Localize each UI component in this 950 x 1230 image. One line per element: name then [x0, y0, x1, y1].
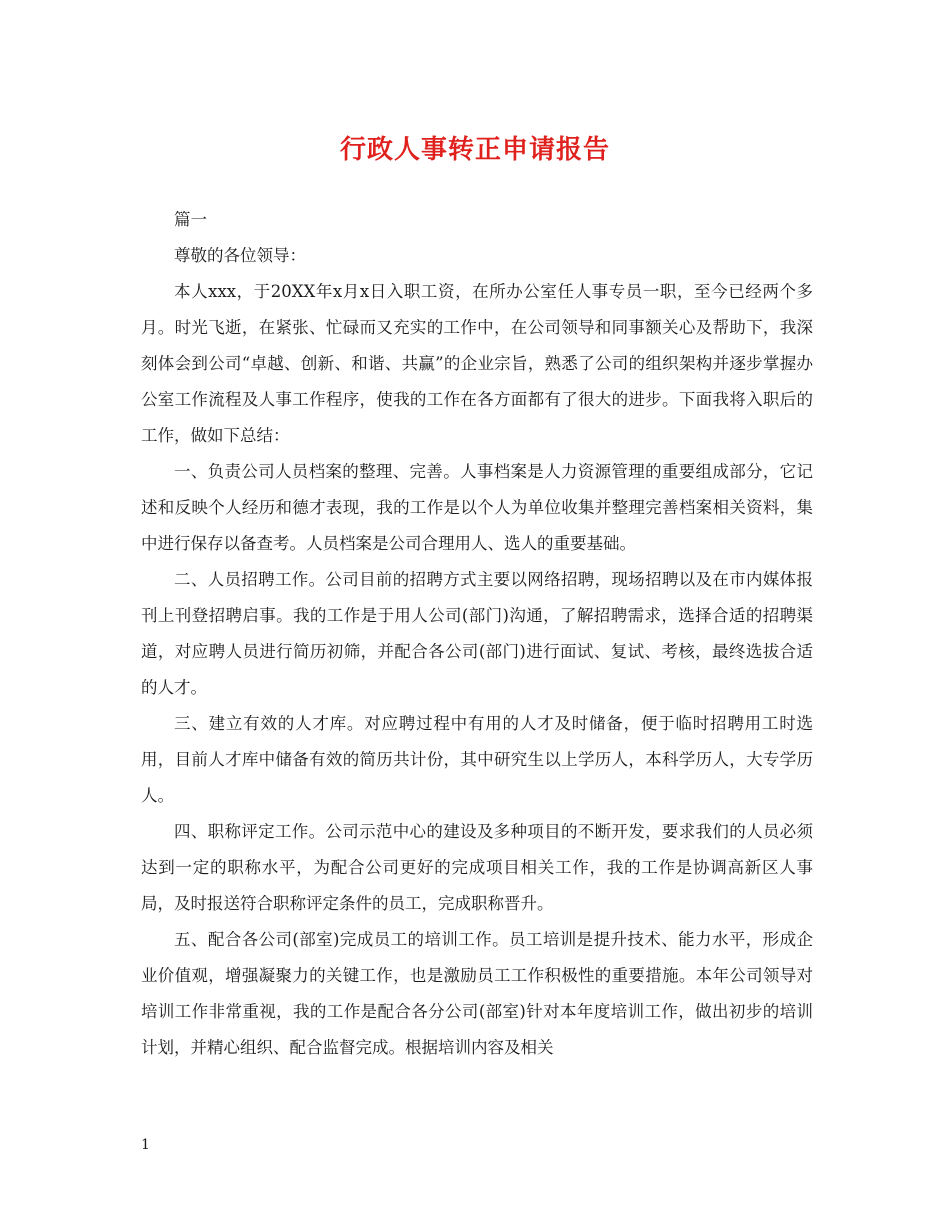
body-paragraph-2: 二、人员招聘工作。公司目前的招聘方式主要以网络招聘，现场招聘以及在市内媒体报刊上刊登招聘启事。我的工作是于用人公司(部门)沟通，了解招聘需求，选择合适的招聘渠道，对应聘人员进行简历初筛，并配合各公司(部门)进行面试、复试、考核，最终选拔合适的人才。 [141, 570, 813, 697]
page-number: 1 [141, 1137, 150, 1153]
section-label: 篇一 [174, 210, 207, 229]
body-paragraph-intro: 本人xxx，于20XX年x月x日入职工资，在所办公室任人事专员一职，至今已经两个多月。时光飞逝，在紧张、忙碌而又充实的工作中，在公司领导和同事额关心及帮助下，我深刻体会到公司“卓越、创新、和谐、共赢”的企业宗旨，熟悉了公司的组织架构并逐步掌握办公室工作流程及人事工作程序，使我的工作在各方面都有了很大的进步。下面我将入职后的工作，做如下总结： [141, 282, 813, 445]
body-paragraph-5: 五、配合各公司(部室)完成员工的培训工作。员工培训是提升技术、能力水平，形成企业价值观，增强凝聚力的关键工作，也是激励员工工作积极性的重要措施。本年公司领导对培训工作非常重视，我的工作是配合各分公司(部室)针对本年度培训工作，做出初步的培训计划，并精心组织、配合监督完成。根据培训内容及相关 [141, 930, 813, 1057]
body-paragraph-4: 四、职称评定工作。公司示范中心的建设及多种项目的不断开发，要求我们的人员必须达到一定的职称水平，为配合公司更好的完成项目相关工作，我的工作是协调高新区人事局，及时报送符合职称评定条件的员工，完成职称晋升。 [141, 822, 813, 913]
body-paragraph-1: 一、负责公司人员档案的整理、完善。人事档案是人力资源管理的重要组成部分，它记述和反映个人经历和德才表现，我的工作是以个人为单位收集并整理完善档案相关资料，集中进行保存以备查考。人员档案是公司合理用人、选人的重要基础。 [141, 462, 813, 553]
body-paragraph-3: 三、建立有效的人才库。对应聘过程中有用的人才及时储备，便于临时招聘用工时选用，目前人才库中储备有效的简历共计份，其中研究生以上学历人，本科学历人，大专学历人。 [141, 714, 813, 805]
salutation: 尊敬的各位领导： [174, 246, 306, 265]
document-title: 行政人事转正申请报告 [339, 135, 610, 165]
document-body [141, 202, 813, 1066]
